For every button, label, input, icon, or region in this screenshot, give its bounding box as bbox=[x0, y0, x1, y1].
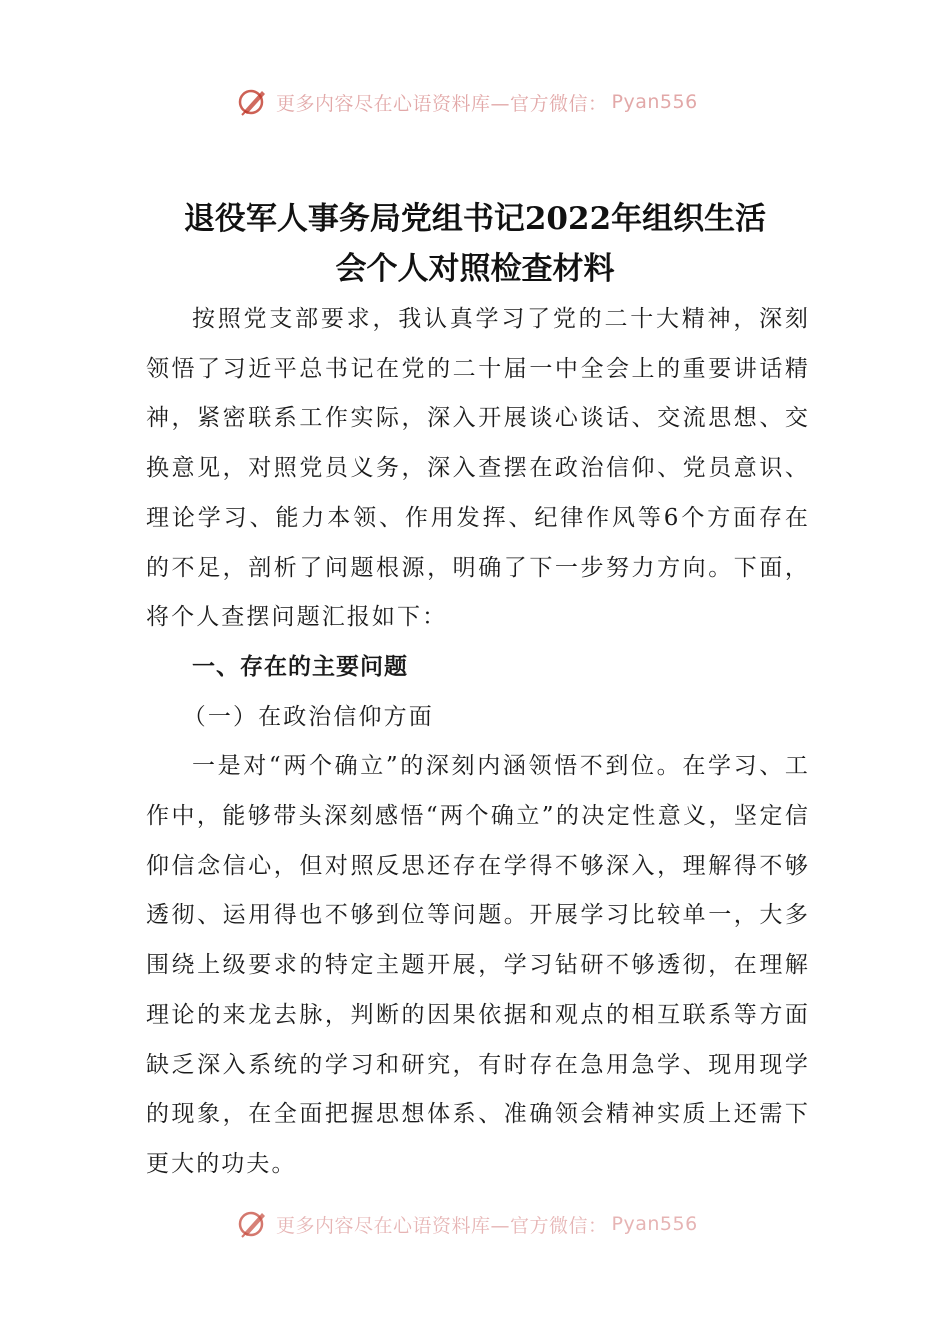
title-line-1: 退役军人事务局党组书记2022年组织生活 bbox=[183, 201, 767, 237]
watermark-text: 更多内容尽在心语资料库—官方微信： bbox=[276, 92, 608, 115]
title-line-2: 会个人对照检查材料 bbox=[335, 251, 615, 287]
pen-logo-icon bbox=[236, 85, 270, 119]
watermark-footer bbox=[236, 1208, 698, 1240]
pen-logo-icon bbox=[236, 1207, 270, 1241]
watermark-header bbox=[236, 86, 698, 118]
body-paragraph: 一是对“两个确立”的深刻内涵领悟不到位。在学习、工作中，能够带头深刻感悟“两个确立”的决定性意义，坚定信仰信念信心，但对照反思还存在学得不够深入，理解得不够透彻、运用得也不够到位等问题。开展学习比较单一，大多围绕上级要求的特定主题开展，学习钻研不够透彻，在理解理论的来龙去脉，判断的因果依据和观点的相互联系等方面缺乏深入系统的学习和研究，有时存在急用急学、现用现学的现象，在全面把握思想体系、准确领会精神实质上还需下更大的功夫。 bbox=[146, 753, 810, 1177]
subsection-heading: （一）在政治信仰方面 bbox=[182, 703, 434, 730]
document-title bbox=[140, 194, 810, 294]
intro-paragraph: 按照党支部要求，我认真学习了党的二十大精神，深刻领悟了习近平总书记在党的二十届一中全会上的重要讲话精神，紧密联系工作实际，深入开展谈心谈话、交流思想、交换意见，对照党员义务，深入查摆在政治信仰、党员意识、理论学习、能力本领、作用发挥、纪律作风等6个方面存在的不足，剖析了问题根源，明确了下一步努力方向。下面，将个人查摆问题汇报如下： bbox=[146, 306, 810, 631]
watermark-text: 更多内容尽在心语资料库—官方微信： bbox=[276, 1214, 608, 1237]
section-heading: 一、存在的主要问题 bbox=[192, 653, 408, 680]
document-body bbox=[146, 295, 810, 1190]
watermark-code: Pyan556 bbox=[611, 91, 698, 113]
watermark-code: Pyan556 bbox=[611, 1213, 698, 1235]
